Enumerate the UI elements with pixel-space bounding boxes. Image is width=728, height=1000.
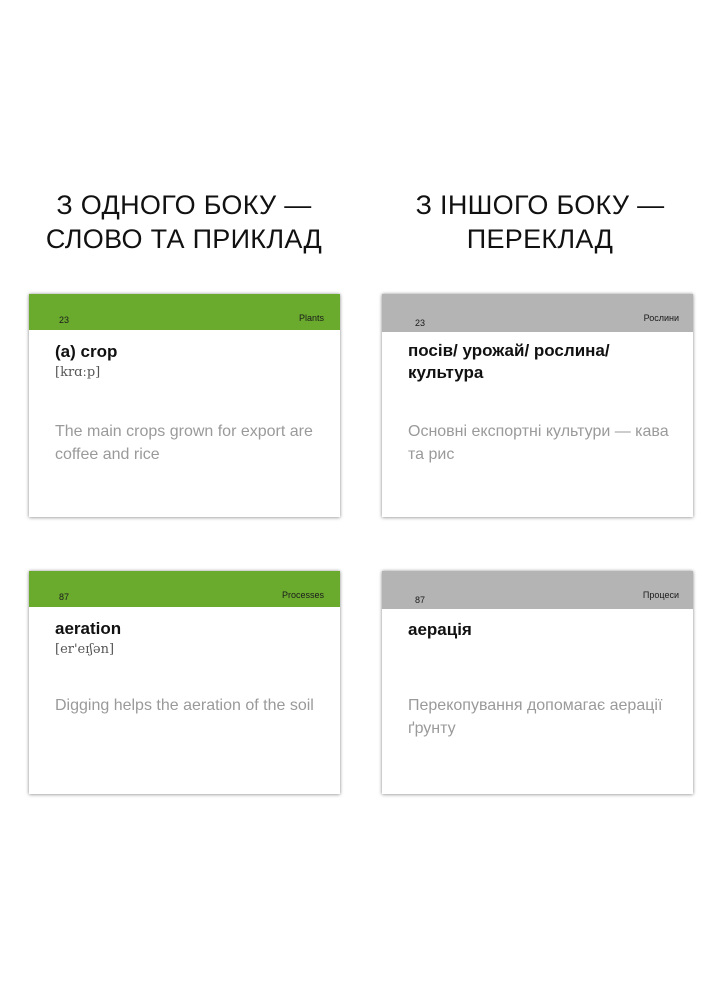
card-example-translation: Перекопування допомагає аерації ґрунту	[408, 697, 663, 737]
heading-back-line-2: ПЕРЕКЛАД	[466, 224, 614, 254]
card-number: 23	[59, 315, 70, 325]
heading-front-side	[14, 188, 354, 256]
card-translation: посів/ урожай/ рослина/ культура	[408, 341, 610, 382]
card-category: Plants	[298, 313, 324, 323]
card-number: 87	[415, 595, 426, 605]
flashcard-front-crop	[29, 294, 340, 517]
flashcard-front-aeration	[29, 571, 340, 794]
card-word: aeration	[55, 619, 122, 638]
flashcard-back-crop	[382, 294, 693, 517]
card-category: Процеси	[642, 590, 679, 600]
card-category: Processes	[281, 590, 324, 600]
card-word: (a) crop	[55, 342, 118, 361]
heading-front-line-2: СЛОВО ТА ПРИКЛАД	[45, 224, 323, 254]
heading-front-line-1: З ОДНОГО БОКУ —	[56, 190, 312, 220]
card-transcription: [krɑːp]	[55, 365, 101, 380]
card-number: 23	[415, 318, 426, 328]
card-header-bar	[382, 294, 693, 332]
heading-back-line-1: З ІНШОГО БОКУ —	[415, 190, 665, 220]
card-number: 87	[59, 592, 70, 602]
card-header-bar	[382, 571, 693, 609]
card-transcription: [er'eɪʃən]	[55, 642, 115, 657]
card-example: Digging helps the aeration of the soil	[55, 697, 314, 714]
heading-back-side	[370, 188, 710, 256]
card-example: The main crops grown for export are coffee and rice	[55, 423, 313, 463]
card-example-translation: Основні експортні культури — кава та рис	[408, 423, 669, 463]
card-category: Рослини	[643, 313, 679, 323]
card-header-bar	[29, 571, 340, 607]
card-translation: аерація	[408, 620, 472, 639]
card-header-bar	[29, 294, 340, 330]
flashcard-back-aeration	[382, 571, 693, 794]
